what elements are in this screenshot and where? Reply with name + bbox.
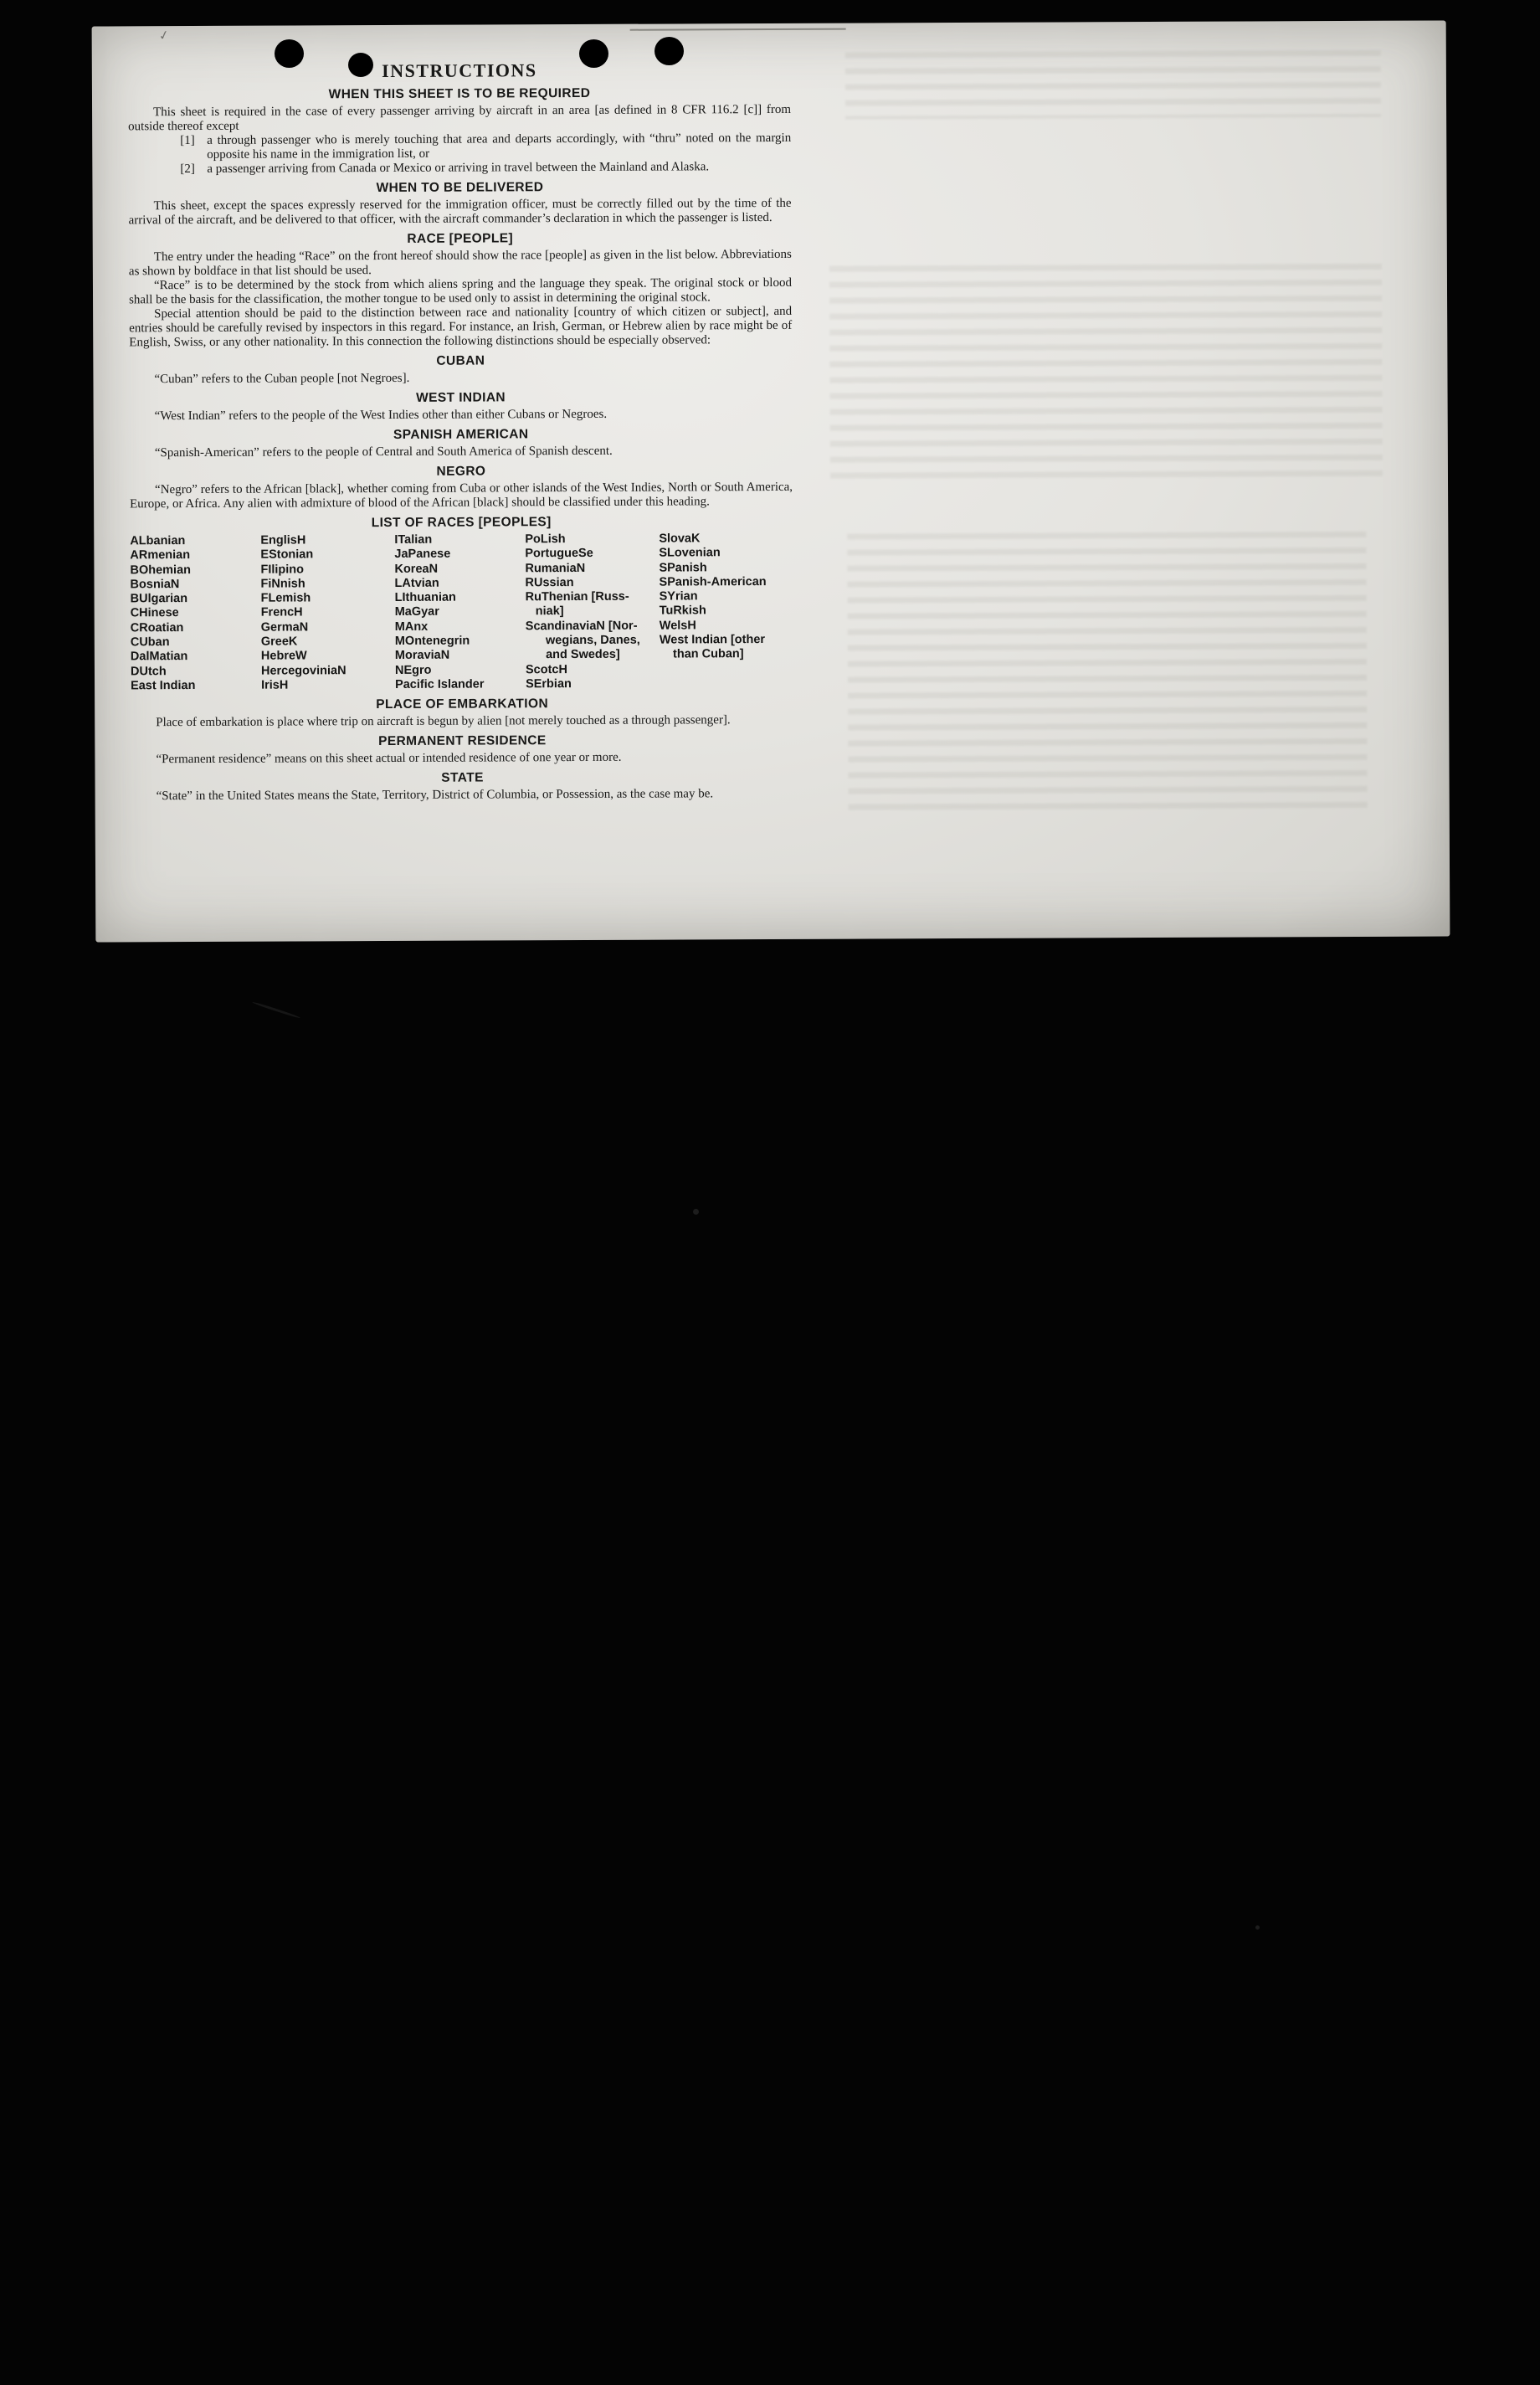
race-list-item: West Indian [other xyxy=(659,633,766,647)
section-heading-west-indian: WEST INDIAN xyxy=(416,390,506,405)
race-list-item: RuThenian [Russ- xyxy=(525,589,629,604)
item-text: a passenger arriving from Canada or Mexico or arriving in travel between the Mainland and Alaska. xyxy=(207,160,710,176)
race-list-item: GreeK xyxy=(260,635,298,649)
race-list-item: MAnx xyxy=(394,619,429,634)
race-list-item: BosniaN xyxy=(130,577,180,592)
paragraph-place-of-embarkation: Place of embarkation is place where trip on aircraft is begun by alien [not merely touched as a through passenger]. xyxy=(156,713,731,730)
race-list-item: SPanish xyxy=(659,560,707,575)
section-heading-when-delivered: WHEN TO BE DELIVERED xyxy=(376,180,544,196)
race-list-item: GermaN xyxy=(260,620,309,635)
race-list-item: ITalian xyxy=(394,532,433,547)
race-list-item: SYrian xyxy=(659,589,698,604)
paragraph-when-required-intro: This sheet is required in the case of every passenger arriving by aircraft in an area [as defined in 8 CFR 116.2 [c]] from outside thereof except xyxy=(128,102,792,134)
race-list-item: SlovaK xyxy=(659,532,701,546)
race-list-item: wegians, Danes, xyxy=(525,633,640,648)
race-list-item: BUlgarian xyxy=(130,592,188,606)
race-list-item: PortugueSe xyxy=(525,547,593,561)
race-list-item: ALbanian xyxy=(130,534,186,548)
item-text: a through passenger who is merely touching that area and departs accordingly, with “thru” noted on the margin opposite his name in the immigration list, or xyxy=(207,131,792,162)
race-column-3 xyxy=(394,532,526,692)
race-list-item: CRoatian xyxy=(130,620,184,635)
race-list-item: DUtch xyxy=(130,664,167,679)
paragraph-spanish-american: “Spanish-American” refers to the people of Central and South America of Spanish descent. xyxy=(154,444,613,460)
item-marker: [1] xyxy=(180,133,195,148)
paragraph-when-delivered: This sheet, except the spaces expressly reserved for the immigration officer, must be correctly filled out by the time of the arrival of the aircraft, and be delivered to that officer, with the aircraft commander’s declaration in which the passenger is listed. xyxy=(128,196,792,228)
paragraph-permanent-residence: “Permanent residence” means on this sheet actual or intended residence of one year or more. xyxy=(156,751,622,767)
race-list-item: WelsH xyxy=(659,619,696,633)
bleed-through-texture xyxy=(829,264,1383,484)
race-list-item: RumaniaN xyxy=(525,561,586,575)
race-column-2 xyxy=(260,533,395,693)
race-list-item: LIthuanian xyxy=(394,590,456,605)
paragraph-negro: “Negro” refers to the African [black], whether coming from Cuba or other islands of the West Indies, North or South America, Europe, or Africa. Any alien with admixture of blood of the African [black] should be classified under this heading. xyxy=(130,480,793,511)
race-column-1 xyxy=(130,534,261,694)
race-list-item: PoLish xyxy=(525,532,566,547)
punch-hole xyxy=(654,37,684,65)
race-list xyxy=(130,532,793,694)
race-column-4 xyxy=(525,532,660,692)
paragraph-state: “State” in the United States means the State, Territory, District of Columbia, or Possession, as the case may be. xyxy=(156,787,714,804)
section-heading-cuban: CUBAN xyxy=(436,353,485,368)
race-list-item: LAtvian xyxy=(394,576,439,590)
race-list-item: East Indian xyxy=(131,678,196,693)
section-heading-spanish-american: SPANISH AMERICAN xyxy=(393,427,529,442)
race-list-item: SPanish-American xyxy=(659,574,767,589)
punch-hole xyxy=(348,53,373,77)
race-column-5 xyxy=(659,532,793,691)
race-list-item: ScotcH xyxy=(525,662,567,676)
race-list-item: MaGyar xyxy=(394,605,439,619)
race-list-item: FIlipino xyxy=(260,563,305,577)
paragraph-race-1: The entry under the heading “Race” on the front hereof should show the race [people] as given in the list below. Abbreviations as shown by boldface in that list should be used. xyxy=(128,247,792,279)
race-list-item: NEgro xyxy=(394,663,432,677)
race-list-item: JaPanese xyxy=(394,547,451,562)
race-list-item: HebreW xyxy=(260,649,307,664)
section-heading-negro: NEGRO xyxy=(436,464,486,479)
paragraph-west-indian: “West Indian” refers to the people of the West Indies other than either Cubans or Negroes. xyxy=(154,407,608,424)
race-list-item: FLemish xyxy=(260,591,311,605)
pen-mark: ✓ xyxy=(157,27,172,44)
race-list-item: and Swedes] xyxy=(525,648,620,662)
race-list-item: SLovenian xyxy=(659,546,721,560)
paragraph-cuban: “Cuban” refers to the Cuban people [not Negroes]. xyxy=(154,371,410,387)
numbered-item-2 xyxy=(180,160,791,177)
bleed-through-texture xyxy=(847,532,1367,810)
item-marker: [2] xyxy=(180,162,195,177)
race-list-item: ScandinaviaN [Nor- xyxy=(525,619,638,634)
race-list-item: niak] xyxy=(525,604,564,619)
race-list-item: SErbian xyxy=(526,677,572,691)
film-scratch xyxy=(252,1001,300,1019)
instruction-sheet xyxy=(92,20,1450,942)
bleed-through-rule xyxy=(630,28,846,31)
race-list-item: than Cuban] xyxy=(659,647,744,661)
race-list-item: DalMatian xyxy=(130,650,188,664)
bleed-through-texture xyxy=(845,50,1381,120)
section-heading-race-people: RACE [PEOPLE] xyxy=(407,231,514,246)
race-list-item: FiNnish xyxy=(260,577,305,591)
race-list-item: TuRkish xyxy=(659,604,706,619)
race-list-item: EnglisH xyxy=(260,533,306,547)
section-heading-when-required: WHEN THIS SHEET IS TO BE REQUIRED xyxy=(328,85,591,102)
section-heading-permanent-residence: PERMANENT RESIDENCE xyxy=(378,733,547,749)
race-list-item: FrencH xyxy=(260,605,303,620)
race-list-item: ARmenian xyxy=(130,548,191,563)
printed-content xyxy=(128,59,794,804)
race-list-item: CHinese xyxy=(130,606,179,620)
race-list-item: CUban xyxy=(130,635,170,650)
race-list-item: IrisH xyxy=(261,678,289,692)
punch-hole xyxy=(579,39,608,68)
section-heading-list-of-races: LIST OF RACES [PEOPLES] xyxy=(371,515,552,531)
paragraph-race-3: Special attention should be paid to the distinction between race and nationality [country of which citizen or subject], and entries should be carefully revised by inspectors in this regard. For instance, an Irish, German, or Hebrew alien by race might be of English, Swiss, or any other nationality. In this connection the following distinctions should be especially observed: xyxy=(129,304,793,350)
race-list-item: EStonian xyxy=(260,547,314,562)
numbered-item-1 xyxy=(180,131,791,162)
race-list-item: BOhemian xyxy=(130,563,192,577)
paragraph-race-2: “Race” is to be determined by the stock from which aliens spring and the language they speak. The original stock or blood shall be the basis for the classification, the mother tongue to be used only to assist in determining the original stock. xyxy=(129,275,793,307)
document-title: INSTRUCTIONS xyxy=(382,59,537,82)
race-list-item: HercegoviniaN xyxy=(260,663,346,678)
film-speck xyxy=(1255,1925,1260,1930)
race-list-item: RUssian xyxy=(525,575,574,590)
film-speck xyxy=(693,1209,699,1215)
race-list-item: KoreaN xyxy=(394,562,439,576)
punch-hole xyxy=(275,39,304,68)
race-list-item: MOntenegrin xyxy=(394,634,470,649)
race-list-item: MoraviaN xyxy=(394,649,450,663)
race-list-item: Pacific Islander xyxy=(395,677,485,691)
section-heading-state: STATE xyxy=(441,770,484,785)
section-heading-place-of-embarkation: PLACE OF EMBARKATION xyxy=(376,696,549,712)
